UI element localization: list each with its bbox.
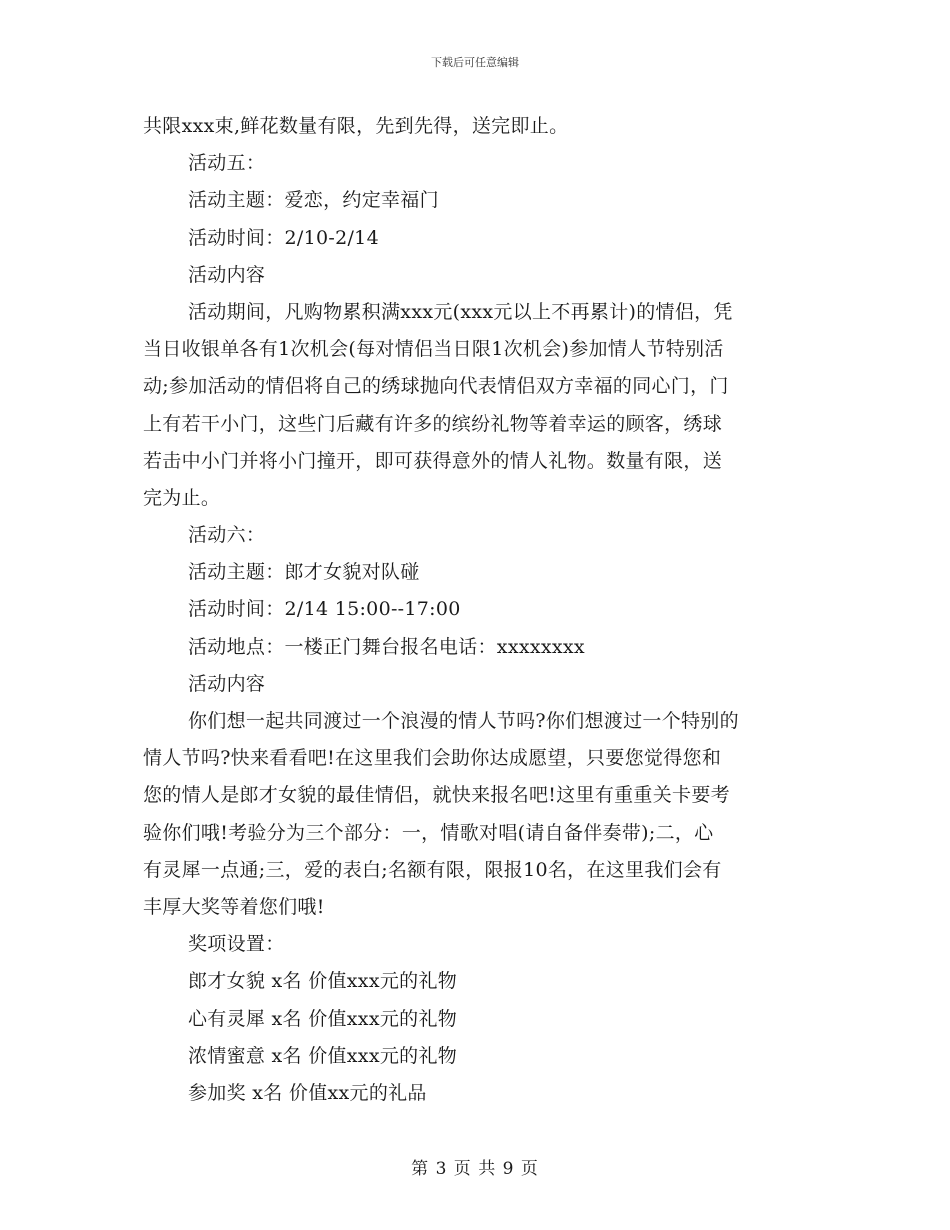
paragraph-line: 活动时间：2/10-2/14 (188, 226, 379, 249)
paragraph-line: 有灵犀一点通;三，爱的表白;名额有限，限报10名，在这里我们会有 (143, 858, 722, 881)
paragraph-line: 奖项设置： (188, 933, 285, 956)
document-body (143, 108, 808, 1112)
paragraph-line: 参加奖 x名 价值xx元的礼品 (188, 1081, 427, 1104)
page-header: 下载后可任意编辑 (431, 56, 519, 69)
paragraph-line: 上有若干小门，这些门后藏有许多的缤纷礼物等着幸运的顾客，绣球 (143, 412, 723, 435)
paragraph-line: 动;参加活动的情侣将自己的绣球抛向代表情侣双方幸福的同心门，门 (143, 375, 729, 398)
paragraph-line: 活动五： (188, 152, 266, 175)
paragraph-line: 心有灵犀 x名 价值xxx元的礼物 (188, 1007, 458, 1030)
paragraph-line: 活动主题：郎才女貌对队碰 (188, 561, 420, 584)
paragraph-line: 浓情蜜意 x名 价值xxx元的礼物 (188, 1044, 458, 1067)
paragraph-line: 活动地点：一楼正门舞台报名电话：xxxxxxxx (188, 635, 585, 658)
paragraph-line: 验你们哦!考验分为三个部分：一，情歌对唱(请自备伴奏带);二，心 (143, 821, 714, 844)
paragraph-line: 当日收银单各有1次机会(每对情侣当日限1次机会)参加情人节特别活 (143, 338, 724, 361)
paragraph-line: 活动期间，凡购物累积满xxx元(xxx元以上不再累计)的情侣，凭 (188, 300, 733, 323)
paragraph-line: 你们想一起共同渡过一个浪漫的情人节吗?你们想渡过一个特别的 (188, 710, 739, 732)
paragraph-line: 活动内容 (188, 672, 266, 695)
paragraph-line: 活动六： (188, 524, 266, 547)
paragraph-line: 郎才女貌 x名 价值xxx元的礼物 (188, 970, 458, 993)
paragraph-line: 活动主题：爱恋，约定幸福门 (188, 189, 439, 212)
paragraph-line: 活动内容 (188, 263, 266, 286)
paragraph-line: 丰厚大奖等着您们哦! (143, 895, 325, 918)
paragraph-line: 您的情人是郎才女貌的最佳情侣，就快来报名吧!这里有重重关卡要考 (143, 784, 730, 807)
paragraph-line: 若击中小门并将小门撞开，即可获得意外的情人礼物。数量有限，送 (143, 449, 723, 472)
paragraph-line: 完为止。 (143, 486, 221, 509)
paragraph-line: 活动时间：2/14 15:00--17:00 (188, 598, 461, 621)
paragraph-line: 情人节吗?快来看看吧!在这里我们会助你达成愿望，只要您觉得您和 (143, 747, 722, 770)
page-footer: 第 3 页 共 9 页 (411, 1159, 539, 1179)
paragraph-line: 共限xxx束,鲜花数量有限，先到先得，送完即止。 (143, 115, 569, 137)
